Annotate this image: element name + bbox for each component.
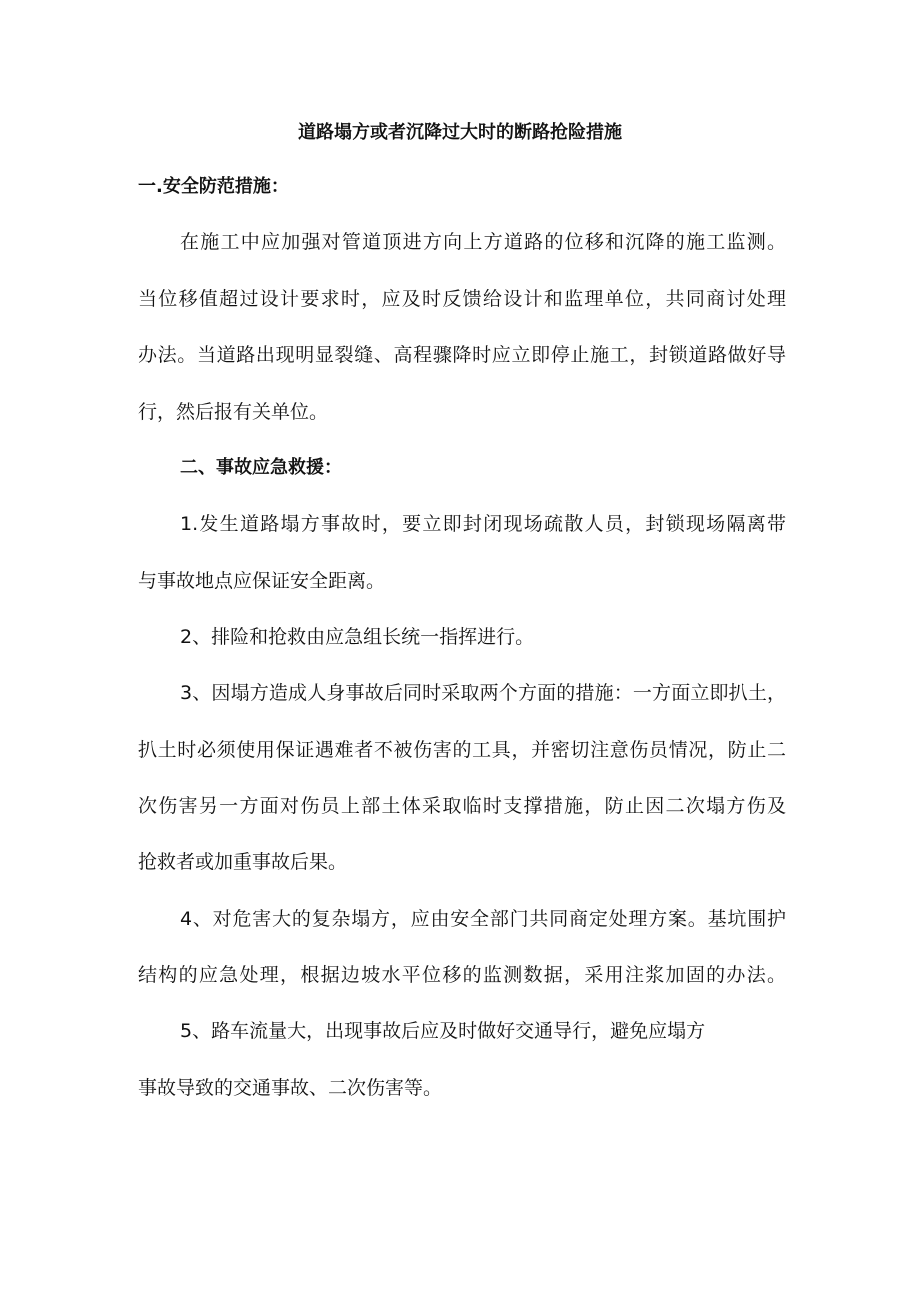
item-line: 扒土时必须使用保证遇难者不被伤害的工具，并密切注意伤员情况，防止二 (138, 739, 786, 761)
section-heading-emergency: 二、事故应急救援： (180, 457, 342, 478)
item-line: 抢救者或加重事故后果。 (138, 851, 348, 873)
item-line: 3、因塌方造成人身事故后同时采取两个方面的措施：一方面立即扒土， (180, 682, 786, 704)
item-line: 结构的应急处理，根据边坡水平位移的监测数据，采用注浆加固的办法。 (138, 964, 786, 986)
item-line: 5、路车流量大，出现事故后应及时做好交通导行，避免应塌方 (180, 1020, 706, 1042)
paragraph-line: 行，然后报有关单位。 (138, 401, 329, 423)
section-heading-safety: 一.安全防范措施： (138, 176, 289, 197)
document-title: 道路塌方或者沉降过大时的断路抢险措施 (298, 122, 622, 143)
item-line: 与事故地点应保证安全距离。 (138, 570, 386, 592)
paragraph-line: 在施工中应加强对管道顶进方向上方道路的位移和沉降的施工监测。 (180, 231, 786, 253)
paragraph-line: 办法。当道路出现明显裂缝、高程骤降时应立即停止施工，封锁道路做好导 (138, 344, 786, 366)
item-line: 事故导致的交通事故、二次伤害等。 (138, 1077, 443, 1099)
item-line: 次伤害另一方面对伤员上部土体采取临时支撑措施，防止因二次塌方伤及 (138, 795, 786, 817)
item-line: 1.发生道路塌方事故时，要立即封闭现场疏散人员，封锁现场隔离带 (180, 513, 786, 535)
item-line: 4、对危害大的复杂塌方，应由安全部门共同商定处理方案。基坑围护 (180, 908, 786, 930)
item-line: 2、排险和抢救由应急组长统一指挥进行。 (180, 626, 535, 648)
paragraph-line: 当位移值超过设计要求时，应及时反馈给设计和监理单位，共同商讨处理 (138, 288, 786, 310)
